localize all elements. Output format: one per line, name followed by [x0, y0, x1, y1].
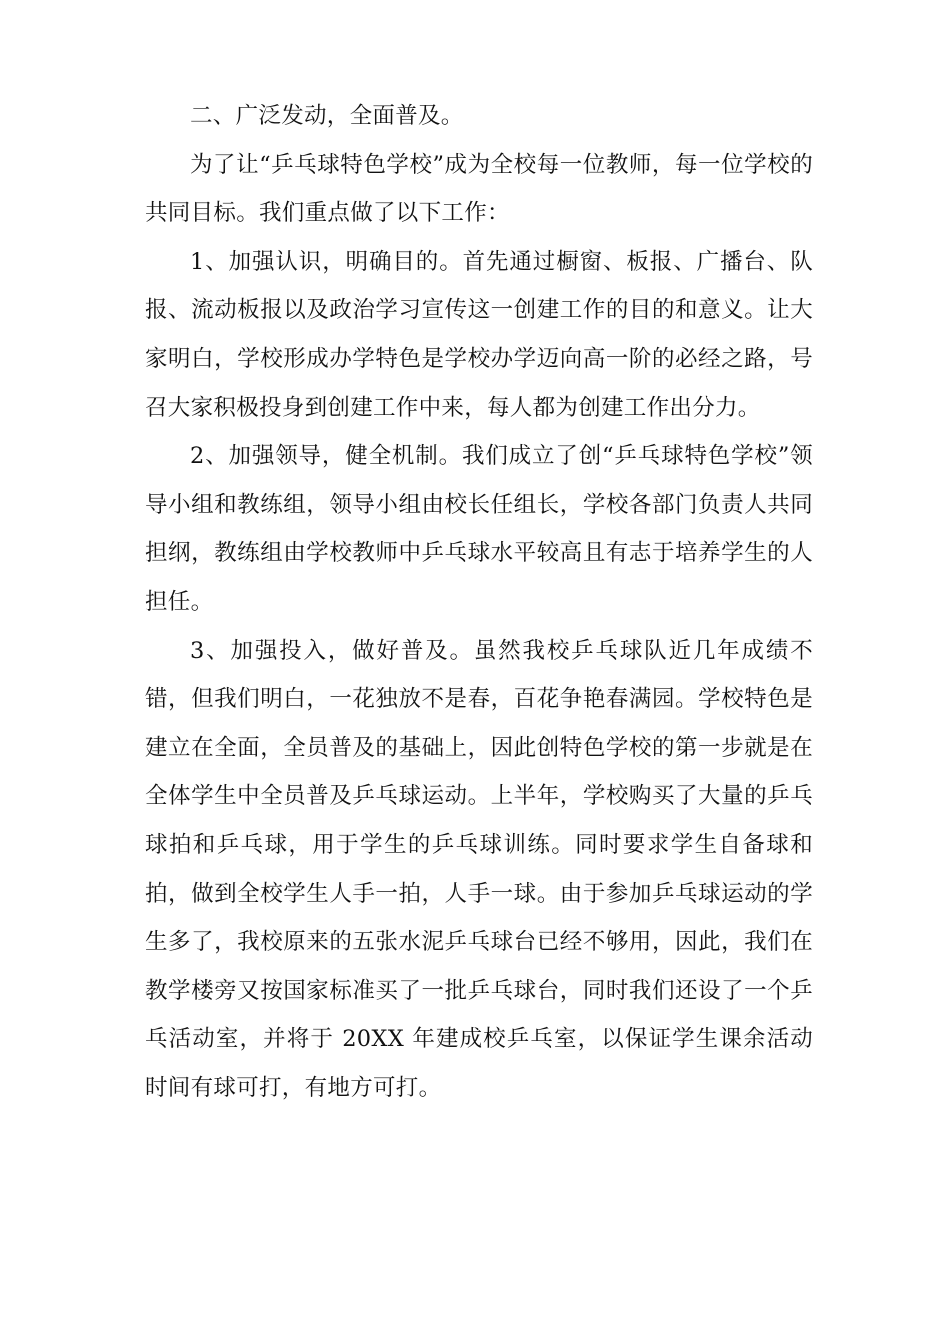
item-1-paragraph: 1、加强认识，明确目的。首先通过橱窗、板报、广播台、队报、流动板报以及政治学习宣传这一创建工作的目的和意义。让大家明白，学校形成办学特色是学校办学迈向高一阶的必经之路，号召大家积极投身到创建工作中来，每人都为创建工作出分力。: [145, 248, 813, 421]
item-2-paragraph: 2、加强领导，健全机制。我们成立了创“乒乓球特色学校”领导小组和教练组，领导小组由校长任组长，学校各部门负责人共同担纲，教练组由学校教师中乒乓球水平较高且有志于培养学生的人担任。: [145, 443, 813, 615]
intro-paragraph: 为了让“乒乓球特色学校”成为全校每一位教师，每一位学校的共同目标。我们重点做了以下工作：: [145, 151, 813, 227]
document-body: [145, 92, 813, 1112]
section-heading: 二、广泛发动，全面普及。: [190, 103, 464, 129]
item-3-paragraph: 3、加强投入，做好普及。虽然我校乒乓球队近几年成绩不错，但我们明白，一花独放不是春，百花争艳春满园。学校特色是建立在全面，全员普及的基础上，因此创特色学校的第一步就是在全体学生中全员普及乒乓球运动。上半年，学校购买了大量的乒乓球拍和乒乓球，用于学生的乒乓球训练。同时要求学生自备球和拍，做到全校学生人手一拍，人手一球。由于参加乒乓球运动的学生多了，我校原来的五张水泥乒乓球台已经不够用，因此，我们在教学楼旁又按国家标准买了一批乒乓球台，同时我们还设了一个乒乓活动室，并将于 20XX 年建成校乒乓室，以保证学生课余活动时间有球可打，有地方可打。: [145, 637, 813, 1101]
